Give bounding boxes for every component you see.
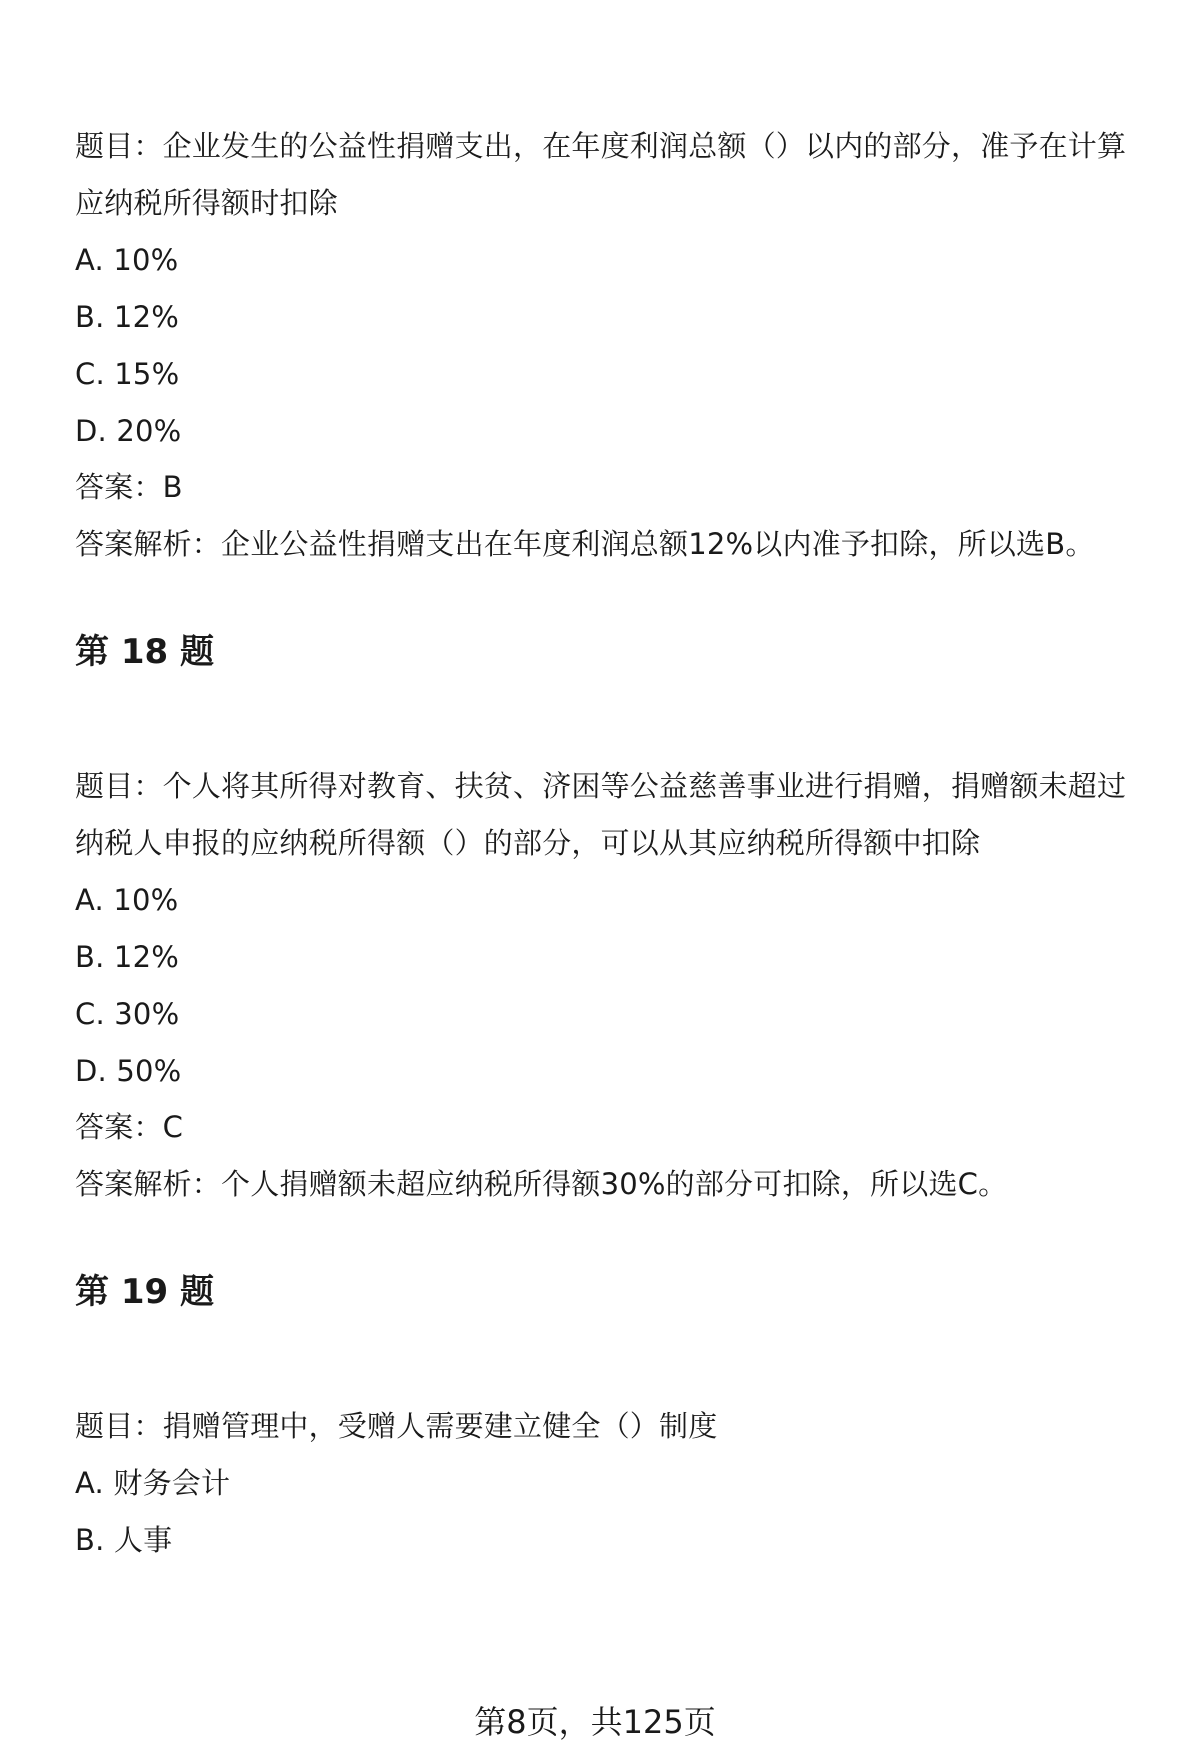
answer-analysis: 答案解析：企业公益性捐赠支出在年度利润总额12%以内准予扣除，所以选B。: [75, 527, 1095, 561]
answer-text: 答案：B: [75, 470, 183, 504]
question-text: 题目：捐赠管理中，受赠人需要建立健全（）制度: [75, 1409, 718, 1443]
option-a: A. 10%: [75, 243, 179, 277]
option-c: C. 15%: [75, 357, 180, 391]
question-text: 题目：企业发生的公益性捐赠支出，在年度利润总额（）以内的部分，准予在计算: [75, 129, 1127, 163]
answer-text: 答案：C: [75, 1110, 184, 1144]
option-d: D. 50%: [75, 1054, 182, 1088]
option-a: A. 10%: [75, 883, 179, 917]
option-c: C. 30%: [75, 997, 180, 1031]
question-text: 应纳税所得额时扣除: [75, 186, 338, 220]
question-heading: 第 18 题: [75, 632, 214, 672]
question-text: 题目：个人将其所得对教育、扶贫、济困等公益慈善事业进行捐赠，捐赠额未超过: [75, 769, 1127, 803]
answer-analysis: 答案解析：个人捐赠额未超应纳税所得额30%的部分可扣除，所以选C。: [75, 1167, 1008, 1201]
option-b: B. 12%: [75, 300, 179, 334]
option-a: A. 财务会计: [75, 1466, 231, 1500]
page-number: 第8页，共125页: [474, 1703, 716, 1741]
option-b: B. 12%: [75, 940, 179, 974]
question-text: 纳税人申报的应纳税所得额（）的部分，可以从其应纳税所得额中扣除: [75, 826, 981, 860]
option-b: B. 人事: [75, 1523, 173, 1557]
option-d: D. 20%: [75, 414, 182, 448]
question-heading: 第 19 题: [75, 1272, 214, 1312]
